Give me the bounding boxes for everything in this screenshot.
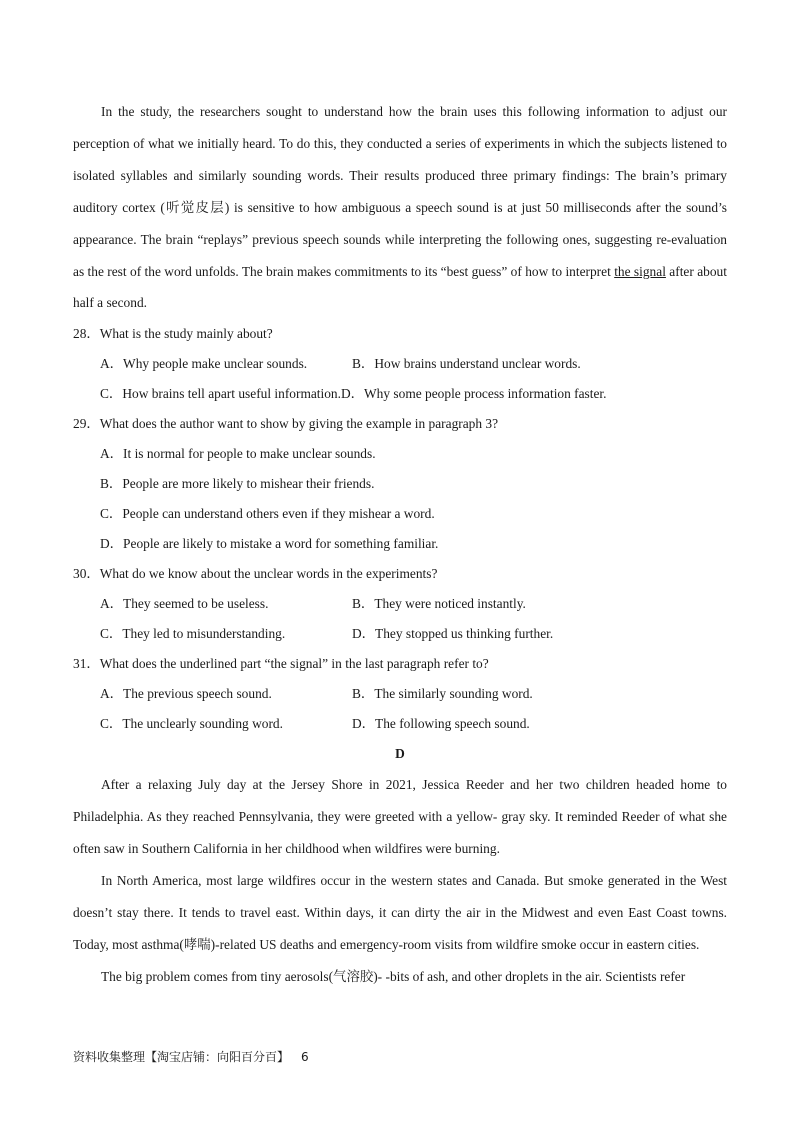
option-row <box>73 709 727 739</box>
option-c: C．They led to misunderstanding. <box>100 626 286 642</box>
option-a: A．They seemed to be useless. <box>100 596 269 612</box>
option-d: D．The following speech sound. <box>352 716 530 732</box>
option-d: D．They stopped us thinking further. <box>352 626 554 642</box>
page-content <box>73 96 727 993</box>
option-row <box>73 679 727 709</box>
option-b: B．How brains understand unclear words. <box>352 356 581 372</box>
paragraph-text-end: after about half a second. <box>73 263 727 311</box>
option-b: B．The similarly sounding word. <box>352 686 533 702</box>
option-row <box>73 349 727 379</box>
option-a: A．It is normal for people to make unclear sounds. <box>100 446 376 462</box>
option-c: C．People can understand others even if they mishear a word. <box>100 506 435 522</box>
option-d: D．Why some people process information faster. <box>340 386 607 402</box>
page-footer <box>73 1048 309 1065</box>
option-a: A．Why people make unclear sounds. <box>100 356 308 372</box>
passage-paragraph: In North America, most large wildfires occur in the western states and Canada. But smoke generated in the West doesn’t stay there. It tends to travel east. Within days, it can dirty the air in the Midwest and even East Coast towns. Today, most asthma(哮喘)-related US deaths and emergency-room visits from wildfire smoke occur in eastern cities. <box>73 873 727 952</box>
option-row <box>73 589 727 619</box>
question-stem: 28．What is the study mainly about? <box>73 326 273 342</box>
paragraph-text: In the study, the researchers sought to understand how the brain uses this following information to adjust our perception of what we initially heard. To do this, they conducted a series of experiments in which the subjects listened to isolated syllables and similarly sounding words. Their results produced three primary findings: The brain’s primary auditory cortex (听觉皮层) is sensitive to how ambiguous a speech sound is at just 50 milliseconds after the sound’s appearance. The brain “replays” previous speech sounds while interpreting the following ones, suggesting re-evaluation as the rest of the word unfolds. The brain makes commitments to its “best guess” of how to interpret <box>73 104 727 279</box>
section-heading: D <box>395 746 405 762</box>
option-row <box>73 379 727 409</box>
passage-paragraph: After a relaxing July day at the Jersey Shore in 2021, Jessica Reeder and her two children headed home to Philadelphia. As they reached Pennsylvania, they were greeted with a yellow- gray sky. It reminded Reeder of what she often saw in Southern California in her childhood when wildfires were burning. <box>73 777 727 857</box>
option-c: C．How brains tell apart useful information. <box>100 386 341 402</box>
option-d: D．People are likely to mistake a word for something familiar. <box>100 536 439 552</box>
option-b: B．They were noticed instantly. <box>352 596 526 612</box>
question-stem: 31．What does the underlined part “the signal” in the last paragraph refer to? <box>73 656 489 672</box>
passage-paragraph: The big problem comes from tiny aerosols(气溶胶)- -bits of ash, and other droplets in the air. Scientists refer <box>101 968 686 984</box>
page-number: 6 <box>301 1050 309 1064</box>
option-a: A．The previous speech sound. <box>100 686 272 702</box>
option-b: B．People are more likely to mishear their friends. <box>100 476 375 492</box>
question-stem: 29．What does the author want to show by giving the example in paragraph 3? <box>73 416 499 432</box>
underlined-phrase: the signal <box>614 263 666 279</box>
option-c: C．The unclearly sounding word. <box>100 716 283 732</box>
question-stem: 30．What do we know about the unclear words in the experiments? <box>73 566 438 582</box>
passage-paragraph <box>73 96 727 319</box>
option-row <box>73 619 727 649</box>
footer-source-text: 资料收集整理【淘宝店铺：向阳百分百】 <box>73 1050 290 1064</box>
